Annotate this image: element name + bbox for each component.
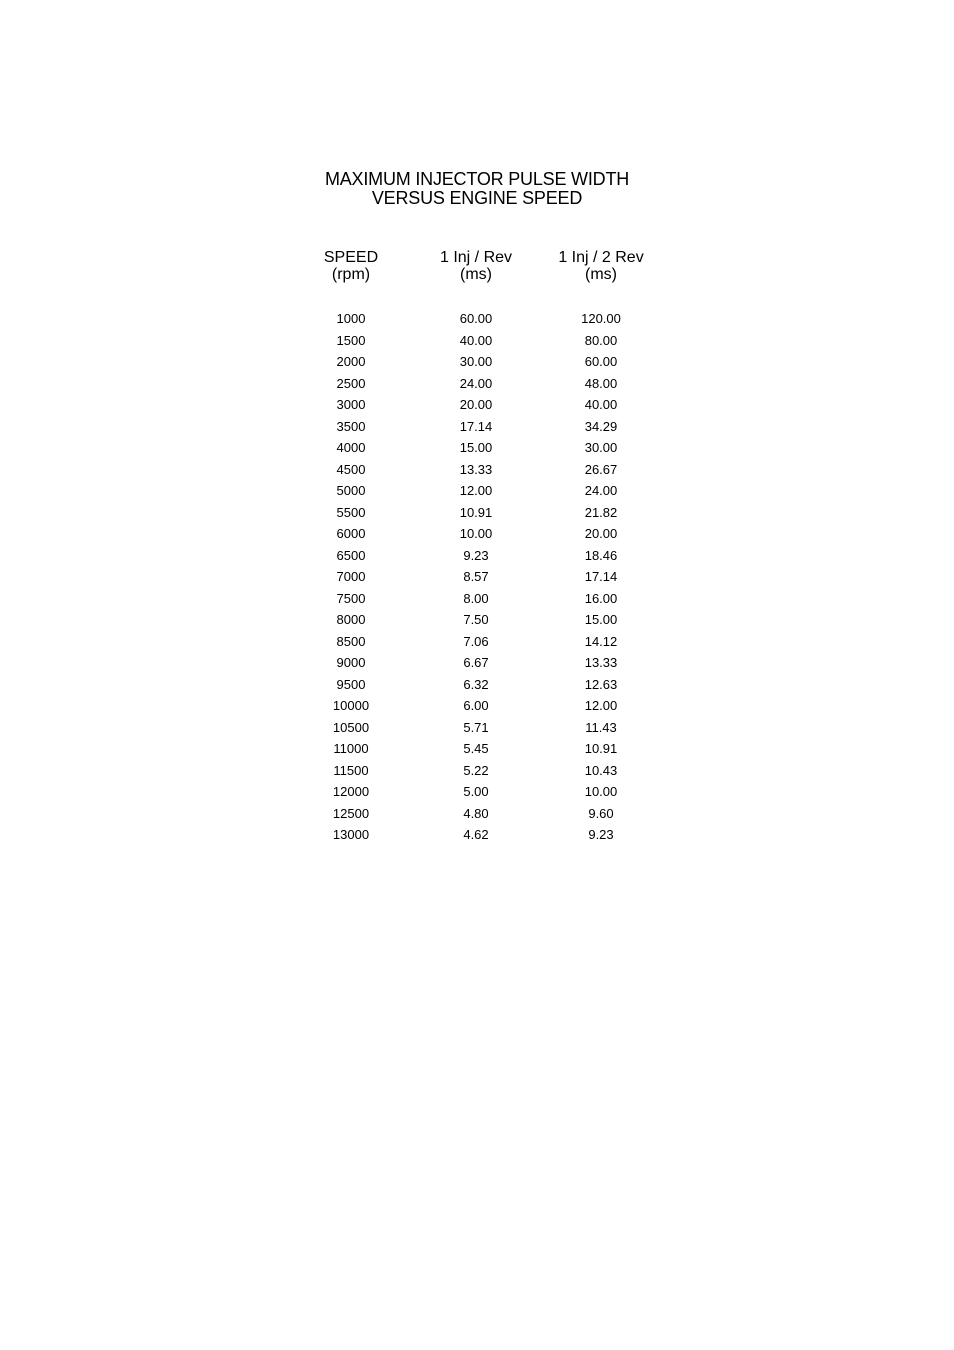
column-header-1-inj-per-2-rev (531, 249, 671, 283)
pulse-width-table (0, 308, 954, 846)
one-inj-per-two-rev-cell: 10.91 (584, 741, 618, 756)
speed-cell: 13000 (332, 827, 370, 842)
table-row (0, 652, 954, 674)
one-inj-per-rev-cell: 24.00 (459, 375, 493, 391)
one-inj-per-rev-cell: 4.62 (463, 827, 489, 842)
speed-cell: 10500 (332, 719, 370, 735)
column-header-label: 1 Inj / Rev (439, 249, 513, 266)
one-inj-per-two-rev-cell: 48.00 (584, 375, 618, 391)
one-inj-per-two-rev-cell: 21.82 (584, 504, 618, 520)
table-row (0, 502, 954, 524)
speed-cell: 4000 (336, 440, 366, 455)
speed-cell: 1500 (336, 332, 366, 348)
speed-cell: 3500 (336, 418, 366, 434)
speed-cell: 11000 (333, 741, 369, 756)
one-inj-per-rev-cell: 4.80 (463, 805, 489, 821)
table-row (0, 437, 954, 459)
table-row (0, 824, 954, 846)
one-inj-per-rev-cell: 15.00 (459, 440, 493, 455)
column-header-1-inj-per-rev (406, 249, 546, 283)
one-inj-per-rev-cell: 30.00 (459, 354, 493, 369)
one-inj-per-two-rev-cell: 10.43 (584, 762, 618, 778)
one-inj-per-rev-cell: 12.00 (459, 483, 493, 498)
one-inj-per-two-rev-cell: 13.33 (584, 655, 618, 670)
table-row (0, 394, 954, 416)
one-inj-per-two-rev-cell: 26.67 (584, 461, 618, 477)
speed-cell: 11500 (333, 762, 369, 778)
one-inj-per-two-rev-cell: 17.14 (584, 569, 618, 584)
one-inj-per-rev-cell: 9.23 (463, 547, 489, 563)
column-header-unit: (ms) (585, 266, 617, 283)
one-inj-per-two-rev-cell: 34.29 (584, 418, 618, 434)
table-row (0, 351, 954, 373)
table-row (0, 545, 954, 567)
one-inj-per-rev-cell: 7.06 (463, 633, 489, 649)
column-header-unit: (ms) (460, 266, 492, 283)
speed-cell: 5500 (336, 504, 366, 520)
speed-cell: 6000 (336, 526, 366, 541)
one-inj-per-rev-cell: 13.33 (459, 461, 493, 477)
column-header-speed (281, 249, 421, 283)
speed-cell: 2000 (336, 354, 366, 369)
table-row (0, 738, 954, 760)
one-inj-per-two-rev-cell: 10.00 (584, 784, 618, 799)
one-inj-per-rev-cell: 40.00 (459, 332, 493, 348)
table-row (0, 760, 954, 782)
speed-cell: 12000 (332, 784, 370, 799)
one-inj-per-rev-cell: 10.00 (459, 526, 493, 541)
speed-cell: 7000 (336, 569, 366, 584)
table-row (0, 695, 954, 717)
page-title-line-1: MAXIMUM INJECTOR PULSE WIDTH (324, 169, 630, 189)
one-inj-per-two-rev-cell: 9.23 (588, 827, 614, 842)
speed-cell: 1000 (336, 311, 366, 326)
one-inj-per-two-rev-cell: 11.43 (585, 719, 617, 735)
one-inj-per-rev-cell: 8.57 (463, 569, 489, 584)
one-inj-per-two-rev-cell: 18.46 (584, 547, 618, 563)
one-inj-per-two-rev-cell: 12.00 (584, 698, 618, 713)
table-row (0, 523, 954, 545)
one-inj-per-two-rev-cell: 15.00 (584, 612, 618, 627)
table-row (0, 330, 954, 352)
one-inj-per-two-rev-cell: 120.00 (581, 311, 621, 326)
speed-cell: 7500 (336, 590, 366, 606)
one-inj-per-rev-cell: 6.00 (463, 698, 489, 713)
table-row (0, 674, 954, 696)
one-inj-per-rev-cell: 60.00 (459, 311, 493, 326)
table-row (0, 609, 954, 631)
one-inj-per-two-rev-cell: 16.00 (584, 590, 618, 606)
one-inj-per-two-rev-cell: 30.00 (584, 440, 618, 455)
one-inj-per-rev-cell: 5.22 (463, 762, 489, 778)
table-row (0, 480, 954, 502)
one-inj-per-rev-cell: 5.45 (463, 741, 489, 756)
speed-cell: 10000 (332, 698, 370, 713)
speed-cell: 4500 (336, 461, 366, 477)
one-inj-per-rev-cell: 7.50 (463, 612, 489, 627)
speed-cell: 5000 (336, 483, 366, 498)
table-row (0, 631, 954, 653)
page-title-line-2: VERSUS ENGINE SPEED (371, 188, 583, 208)
column-header-label: 1 Inj / 2 Rev (558, 249, 644, 266)
column-header-label: SPEED (323, 249, 379, 266)
speed-cell: 8500 (336, 633, 366, 649)
one-inj-per-rev-cell: 8.00 (463, 590, 489, 606)
table-row (0, 373, 954, 395)
one-inj-per-two-rev-cell: 24.00 (584, 483, 618, 498)
table-row (0, 459, 954, 481)
table-row (0, 717, 954, 739)
speed-cell: 9000 (336, 655, 366, 670)
table-row (0, 308, 954, 330)
one-inj-per-two-rev-cell: 60.00 (584, 354, 618, 369)
one-inj-per-rev-cell: 5.71 (463, 719, 489, 735)
speed-cell: 12500 (332, 805, 370, 821)
speed-cell: 8000 (336, 612, 366, 627)
table-row (0, 588, 954, 610)
one-inj-per-two-rev-cell: 40.00 (584, 397, 618, 412)
one-inj-per-rev-cell: 10.91 (459, 504, 493, 520)
column-header-unit: (rpm) (331, 266, 371, 283)
table-row (0, 566, 954, 588)
table-row (0, 781, 954, 803)
one-inj-per-two-rev-cell: 20.00 (584, 526, 618, 541)
one-inj-per-rev-cell: 6.67 (463, 655, 489, 670)
speed-cell: 3000 (336, 397, 366, 412)
one-inj-per-rev-cell: 5.00 (463, 784, 489, 799)
speed-cell: 9500 (336, 676, 366, 692)
one-inj-per-rev-cell: 17.14 (459, 418, 493, 434)
one-inj-per-two-rev-cell: 80.00 (584, 332, 618, 348)
one-inj-per-rev-cell: 6.32 (463, 676, 489, 692)
one-inj-per-rev-cell: 20.00 (459, 397, 493, 412)
table-row (0, 416, 954, 438)
speed-cell: 6500 (336, 547, 366, 563)
one-inj-per-two-rev-cell: 12.63 (584, 676, 618, 692)
one-inj-per-two-rev-cell: 9.60 (588, 805, 614, 821)
one-inj-per-two-rev-cell: 14.12 (584, 633, 618, 649)
table-row (0, 803, 954, 825)
speed-cell: 2500 (336, 375, 366, 391)
